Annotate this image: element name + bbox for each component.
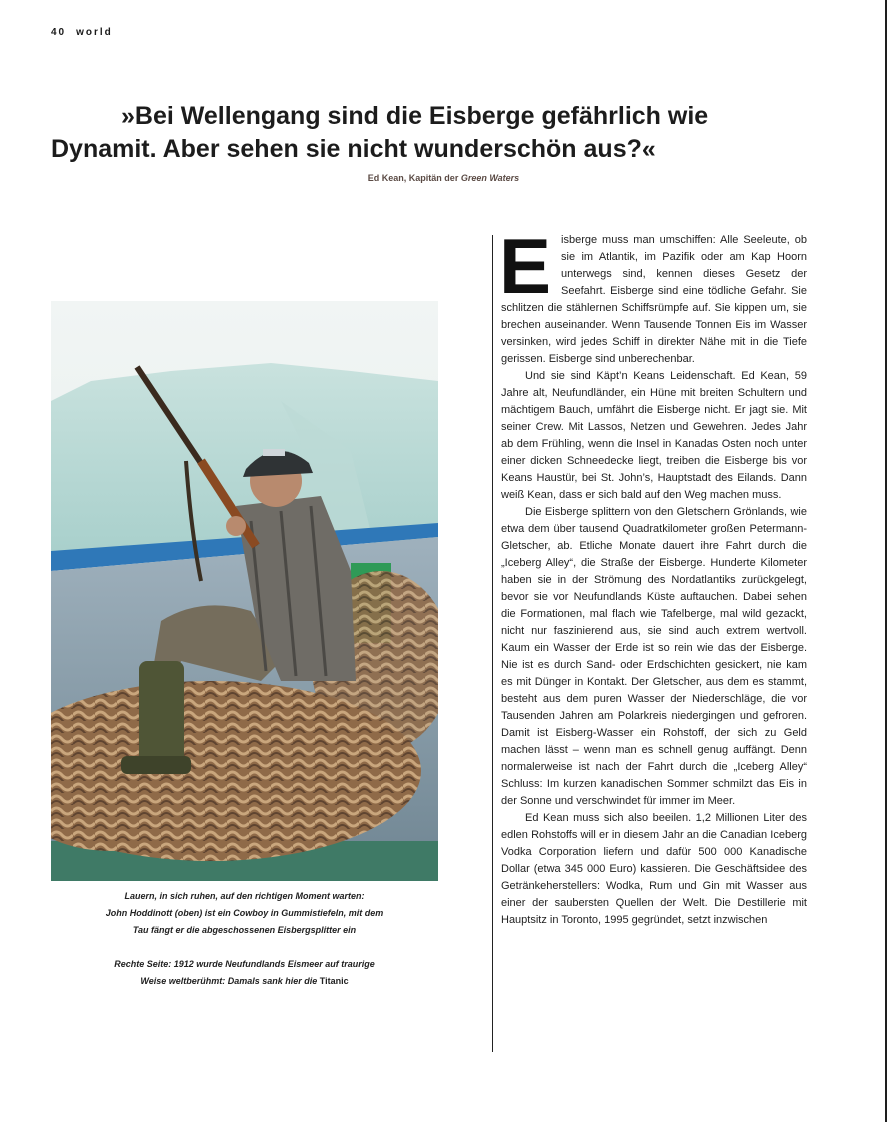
photo-caption [51,888,438,990]
quote-attribution [0,173,887,183]
headline-line-2: Dynamit. Aber sehen sie nicht wunderschön aus?« [51,135,656,163]
article-paragraph: Und sie sind Käpt’n Keans Leidenschaft. Ed Kean, 59 Jahre alt, Neufundländer, ein Hüne mit breiten Schultern und mächtigem Bauch, umfährt die Eisberge nicht. Er jagt sie. Mit seiner Crew. Mit Lassos, Netzen und Gewehren. Jedes Jahr ab dem Frühling, wenn die Insel in Kanadas Osten noch unter einer dicken Schneedecke liegt, treiben die Eisberge bis vor Keans Haustür, bei St. John’s, Hauptstadt des Eilands. Dann weiß Kean, dass er sich bald auf den Weg machen muss. [501,370,807,501]
fisherman-photo [51,301,438,881]
drop-cap: E [499,222,552,310]
page-header [51,27,123,38]
paragraph-text: isberge muss man umschiffen: Alle Seeleute, ob sie im Atlantik, im Pazifik oder am Kap Hoorn unterwegs sind, kennen dieses Gesetz der Seefahrt. Eisberge sind eine tödliche Gefahr. Sie schlitzen die stählernen Schiffsrümpfe auf. Sie kippen um, sie brechen auseinander. Wenn Tausende Tonnen Eis im Wasser versinken, wird jedes Schiff in direkter Nähe mit in die Tiefe gerissen. Eisberge sind unberechenbar. [501,234,807,365]
article-paragraph [499,222,807,368]
caption-line: Rechte Seite: 1912 wurde Neufundlands Eismeer auf traurige [114,959,375,969]
pull-quote-headline [51,100,811,166]
attribution-text: Ed Kean, Kapitän der [367,173,461,183]
page-number: 40 [51,27,67,38]
headline-line-1: »Bei Wellengang sind die Eisberge gefährlich wie [121,102,709,130]
caption-line [51,973,438,990]
section-name: world [76,27,113,38]
caption-line: Lauern, in sich ruhen, auf den richtigen Moment warten: [124,891,365,901]
caption-line: John Hoddinott (oben) ist ein Cowboy in Gummistiefeln, mit dem [105,908,384,918]
caption-text: Weise weltberühmt: Damals sank hier die [140,976,320,986]
article-body [499,222,807,929]
column-rule [492,235,493,1052]
caption-ship-name: Titanic [319,976,349,986]
attribution-ship: Green Waters [460,173,520,183]
caption-spacer [51,939,438,956]
fisherman-with-rifle-on-rope-photo [51,301,438,881]
article-paragraph: Die Eisberge splittern von den Gletschern Grönlands, wie etwa dem über tausend Quadratkilometer großen Petermann-Gletscher, ab. Etliche Monate dauert ihre Fahrt durch die „Iceberg Alley“, die Straße der Eisberge. Hunderte Kilometer haben sie in der Strömung des Nordatlantiks zurückgelegt, bevor sie vor Neufundlands Küste auftauchen. Dabei sehen die Formationen, mal flach wie Tafelberge, mal wild gezackt, nicht nur faszinierend aus, sie sind auch extrem wertvoll. Kaum ein Wasser der Erde ist so rein wie das der Eisberge. Nie ist es durch Sand- oder Erdschichten gesickert, nie kam es mit Dünger in Kontakt. Der Gletscher, aus dem es stammt, besteht aus dem puren Wasser der Niederschläge, die vor Tausenden Jahren am Polarkreis niedergingen und gefroren. Damit ist Eisberg-Wasser ein Rohstoff, der sich zu Geld machen lässt – wenn man es schnell genug auffängt. Denn normalerweise ist nach der Fahrt durch die „Iceberg Alley“ Schluss: Im kurzen kanadischen Sommer schmilzt das Eis in der Sonne und verschwindet für immer im Meer. [501,506,807,807]
article-paragraph: Ed Kean muss sich also beeilen. 1,2 Millionen Liter des edlen Rohstoffs will er in diesem Jahr an die Canadian Iceberg Vodka Corporation liefern und dafür 500 000 Kanadische Dollar (etwa 345 000 Euro) kassieren. Die Geschäftsidee des Getränkeherstellers: Wodka, Rum und Gin mit Wasser aus einer der saubersten Quellen der Welt. Die Destillerie mit Hauptsitz in Toronto, 1995 gegründet, setzt inzwischen [501,812,807,926]
caption-line: Tau fängt er die abgeschossenen Eisbergsplitter ein [132,925,357,935]
